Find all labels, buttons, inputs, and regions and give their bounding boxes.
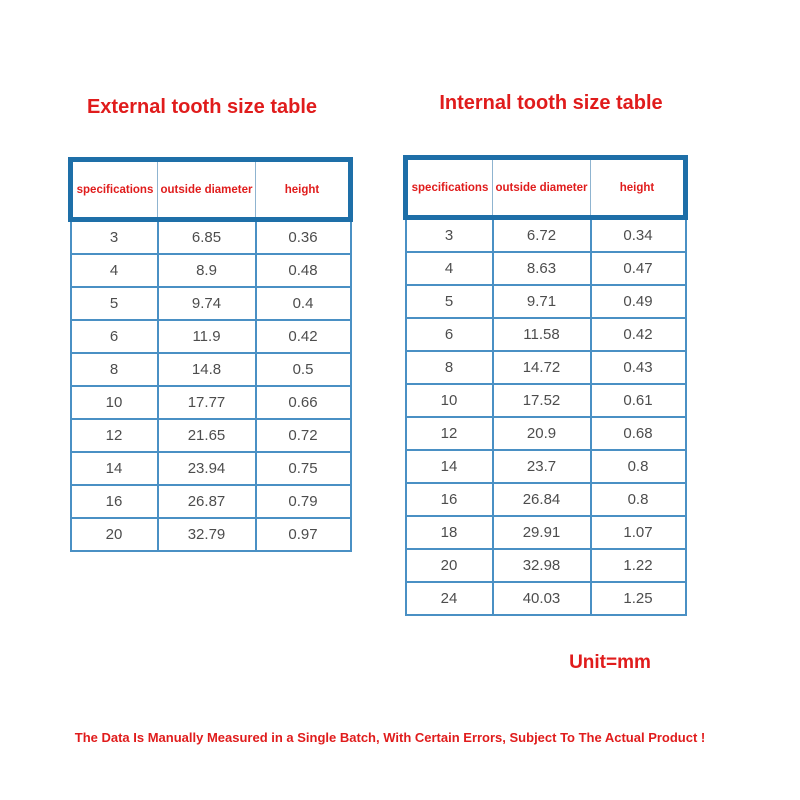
table-cell: 6 [406, 318, 493, 351]
table-row [71, 220, 351, 255]
table-row [71, 287, 351, 320]
table-row [71, 452, 351, 485]
table-row [406, 516, 686, 549]
table-cell: 16 [71, 485, 158, 518]
table-row [71, 353, 351, 386]
table-cell: 3 [71, 220, 158, 255]
table-row [406, 582, 686, 615]
table-cell: 0.47 [591, 252, 686, 285]
table-cell: 5 [406, 285, 493, 318]
table-row [71, 419, 351, 452]
external-table-body [71, 220, 351, 552]
table-cell: 0.61 [591, 384, 686, 417]
table-cell: 26.87 [158, 485, 256, 518]
internal-col-height: height [591, 158, 686, 218]
table-cell: 4 [406, 252, 493, 285]
table-row [406, 318, 686, 351]
table-row [71, 485, 351, 518]
table-cell: 20 [71, 518, 158, 551]
table-cell: 32.79 [158, 518, 256, 551]
table-cell: 24 [406, 582, 493, 615]
table-row [71, 518, 351, 551]
table-cell: 0.97 [256, 518, 351, 551]
table-row [71, 320, 351, 353]
external-table-header [71, 160, 351, 220]
table-cell: 0.75 [256, 452, 351, 485]
table-cell: 29.91 [493, 516, 591, 549]
table-cell: 26.84 [493, 483, 591, 516]
table-cell: 1.25 [591, 582, 686, 615]
table-cell: 0.36 [256, 220, 351, 255]
table-cell: 0.4 [256, 287, 351, 320]
table-row [406, 285, 686, 318]
table-row [406, 351, 686, 384]
external-table [68, 157, 353, 552]
table-cell: 0.42 [591, 318, 686, 351]
table-cell: 6 [71, 320, 158, 353]
table-cell: 20 [406, 549, 493, 582]
table-cell: 10 [406, 384, 493, 417]
table-cell: 16 [406, 483, 493, 516]
table-cell: 1.22 [591, 549, 686, 582]
internal-table-header [406, 158, 686, 218]
table-cell: 14.72 [493, 351, 591, 384]
table-cell: 21.65 [158, 419, 256, 452]
table-cell: 11.9 [158, 320, 256, 353]
table-cell: 0.68 [591, 417, 686, 450]
table-row [406, 549, 686, 582]
table-cell: 0.5 [256, 353, 351, 386]
table-cell: 10 [71, 386, 158, 419]
table-row [406, 218, 686, 253]
table-cell: 11.58 [493, 318, 591, 351]
table-cell: 4 [71, 254, 158, 287]
external-col-outside-diameter: outside diameter [158, 160, 256, 220]
table-cell: 0.49 [591, 285, 686, 318]
table-cell: 8 [406, 351, 493, 384]
table-cell: 9.71 [493, 285, 591, 318]
table-cell: 18 [406, 516, 493, 549]
table-cell: 32.98 [493, 549, 591, 582]
table-cell: 0.79 [256, 485, 351, 518]
table-cell: 0.72 [256, 419, 351, 452]
table-cell: 8.63 [493, 252, 591, 285]
table-cell: 0.66 [256, 386, 351, 419]
table-cell: 3 [406, 218, 493, 253]
table-cell: 14 [406, 450, 493, 483]
table-cell: 6.85 [158, 220, 256, 255]
table-row [406, 417, 686, 450]
internal-col-outside-diameter: outside diameter [493, 158, 591, 218]
table-row [406, 384, 686, 417]
table-cell: 12 [71, 419, 158, 452]
table-row [406, 483, 686, 516]
external-table-title: External tooth size table [86, 96, 318, 118]
disclaimer-text: The Data Is Manually Measured in a Single Batch, With Certain Errors, Subject To The Actual Product ! [74, 730, 706, 745]
table-cell: 14 [71, 452, 158, 485]
table-cell: 12 [406, 417, 493, 450]
table-cell: 6.72 [493, 218, 591, 253]
table-cell: 0.43 [591, 351, 686, 384]
internal-table-body [406, 218, 686, 616]
table-cell: 0.42 [256, 320, 351, 353]
table-cell: 23.7 [493, 450, 591, 483]
table-row [71, 386, 351, 419]
internal-col-specifications: specifications [406, 158, 493, 218]
table-cell: 40.03 [493, 582, 591, 615]
table-cell: 20.9 [493, 417, 591, 450]
internal-table [403, 155, 688, 616]
table-cell: 17.77 [158, 386, 256, 419]
table-cell: 1.07 [591, 516, 686, 549]
external-col-specifications: specifications [71, 160, 158, 220]
table-cell: 5 [71, 287, 158, 320]
table-cell: 23.94 [158, 452, 256, 485]
table-cell: 0.48 [256, 254, 351, 287]
table-row [406, 450, 686, 483]
table-cell: 8.9 [158, 254, 256, 287]
unit-label: Unit=mm [569, 652, 651, 673]
table-row [71, 254, 351, 287]
table-cell: 0.34 [591, 218, 686, 253]
internal-table-title: Internal tooth size table [439, 92, 663, 114]
table-row [406, 252, 686, 285]
table-cell: 0.8 [591, 483, 686, 516]
table-cell: 9.74 [158, 287, 256, 320]
table-cell: 0.8 [591, 450, 686, 483]
table-cell: 14.8 [158, 353, 256, 386]
table-cell: 8 [71, 353, 158, 386]
external-col-height: height [256, 160, 351, 220]
table-cell: 17.52 [493, 384, 591, 417]
